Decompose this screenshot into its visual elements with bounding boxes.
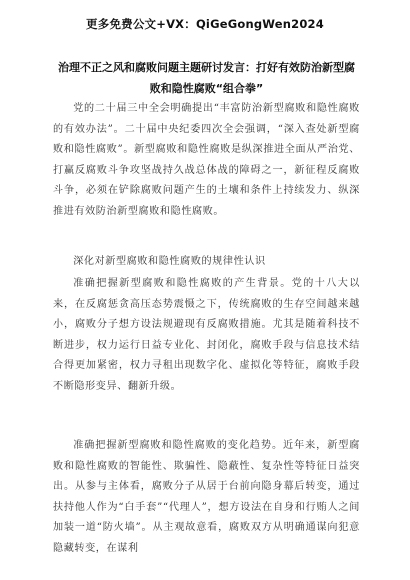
paragraph-2: 准确把握新型腐败和隐性腐败的产生背景。党的十八大以来，在反腐惩贪高压态势震慑之下，传统腐败的生存空间越来越小，腐败分子想方设法规避现有反腐败措施。尤其是随着科技不断进步，权力运行日益专业化、封闭化，腐败手段与信息技术结合得更加紧密，权力寻租出现数字化、虚拟化等特征，腐败手段不断隐形变异、翻新升级。 <box>53 278 360 392</box>
document-title: 治理不正之风和腐败问题主题研讨发言：打好有效防治新型腐败和隐性腐败“组合拳” <box>58 61 355 95</box>
section-heading: 深化对新型腐败和隐性腐败的规律性认识 <box>73 256 266 267</box>
header-watermark: 更多免费公文+VX：QiGeGongWen2024 <box>86 17 324 31</box>
paragraph-1: 党的二十届三中全会明确提出“丰富防治新型腐败和隐性腐败的有效办法”。二十届中央纪委四次全会强调，“深入查处新型腐败和隐性腐败”。新型腐败和隐性腐败是纵深推进全面从严治党、打赢反腐败斗争攻坚战持久战总体战的障碍之一，新征程反腐败斗争，必须在铲除腐败问题产生的土壤和条件上持续发力、纵深推进有效防治新型腐败和隐性腐败。 <box>53 103 360 217</box>
paragraph-3: 准确把握新型腐败和隐性腐败的变化趋势。近年来，新型腐败和隐性腐败的智能性、欺骗性、隐蔽性、复杂性等特征日益突出。从参与主体看，腐败分子从居于台前向隐身幕后转变，通过扶持他人作为“白手套”“代理人”，想方设法在自身和行贿人之间加装一道“防火墙”。从主观故意看，腐败双方从明确通谋向犯意隐藏转变，在谋利 <box>53 440 360 554</box>
